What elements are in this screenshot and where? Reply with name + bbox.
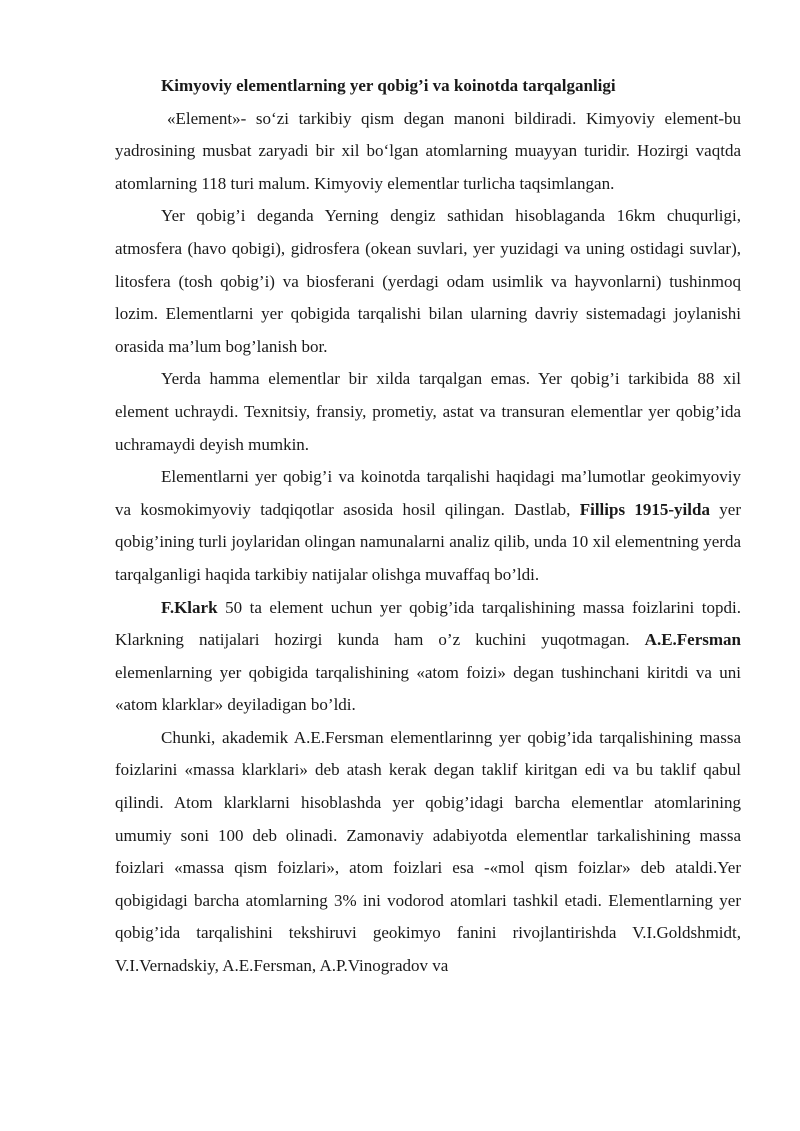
- paragraph-text: Elementlarni yer qobig’i va koinotda tarqalishi haqidagi ma’lumotlar geokimyoviy va kosmokimyoviy tadqiqotlar asosida hosil qilingan. Dastlab,: [115, 467, 741, 519]
- bold-term-fersman: A.E.Fersman: [644, 630, 741, 650]
- paragraph-earth-crust-definition: Yer qobig’i deganda Yerning dengiz sathidan hisoblaganda 16km chuqurligi, atmosfera (havo qobigi), gidrosfera (okean suvlari, yer yuzidagi va uning ostidagi suvlar), litosfera (tosh qobig’i) va biosferani (yerdagi odam usimlik va hayvonlarni) tushinmoq lozim. Elementlarni yer qobigida tarqalishi bilan ularning davriy sistemadagi joylanishi orasida ma’lum bog’lanish bor.: [115, 206, 741, 356]
- paragraph-clarke-fersman: [115, 592, 741, 722]
- paragraph-text: 50 ta element uchun yer qobig’ida tarqalishining massa foizlarini topdi. Klarkning natijalari hozirgi kunda ham o’z kuchini yuqotmagan.: [115, 597, 741, 650]
- paragraph-distribution: Yerda hamma elementlar bir xilda tarqalgan emas. Yer qobig’i tarkibida 88 xil element uchraydi. Texnitsiy, fransiy, prometiy, astat va transuran elementlar yer qobig’ida uchramaydi deyish mumkin.: [115, 369, 741, 454]
- paragraph-research-history: [115, 461, 741, 591]
- bold-term-klark: F.Klark: [161, 597, 218, 617]
- page-title: Kimyoviy elementlarning yer qobig’i va koinotda tarqalganligi: [161, 76, 616, 95]
- paragraph-element-definition: «Element»- so‘zi tarkibiy qism degan manoni bildiradi. Kimyoviy element-bu yadrosining musbat zaryadi bir xil bo‘lgan atomlarning muayyan turidir. Hozirgi vaqtda atomlarning 118 turi malum. Kimyoviy elementlar turlicha taqsimlangan.: [115, 108, 741, 193]
- paragraph-text: yer qobig’ining turli joylaridan olingan namunalarni analiz qilib, unda 10 xil elementning yerda tarqalganligi haqida tarkibiy natijalar olishga muvaffaq bo’ldi.: [115, 499, 741, 584]
- paragraph-text: elemenlarning yer qobigida tarqalishining «atom foizi» degan tushinchani kiritdi va uni «atom klarklar» deyiladigan bo’ldi.: [115, 662, 741, 715]
- paragraph-atom-clarke: Chunki, akademik A.E.Fersman elementlarinng yer qobig’ida tarqalishining massa foizlarini «massa klarklari» deb atash kerak degan taklif kiritgan edi va bu taklif qabul qilindi. Atom klarklarni hisoblashda yer qobig’idagi barcha elementlar atomlarining umumiy soni 100 deb olinadi. Zamonaviy adabiyotda elementlar tarkalishining massa foizlari «massa qism foizlari», atom foizlari esa -«mol qism foizlar» deb ataldi.Yer qobigidagi barcha atomlarning 3% ini vodorod atomlari tashkil etadi. Elementlarning yer qobig’ida tarqalishini tekshiruvi geokimyo fanini rivojlantirishda V.I.Goldshmidt, V.I.Vernadskiy, A.E.Fersman, A.P.Vinogradov va: [115, 727, 741, 976]
- bold-term-fillips: Fillips 1915-yilda: [579, 499, 710, 519]
- document-body: [115, 70, 741, 983]
